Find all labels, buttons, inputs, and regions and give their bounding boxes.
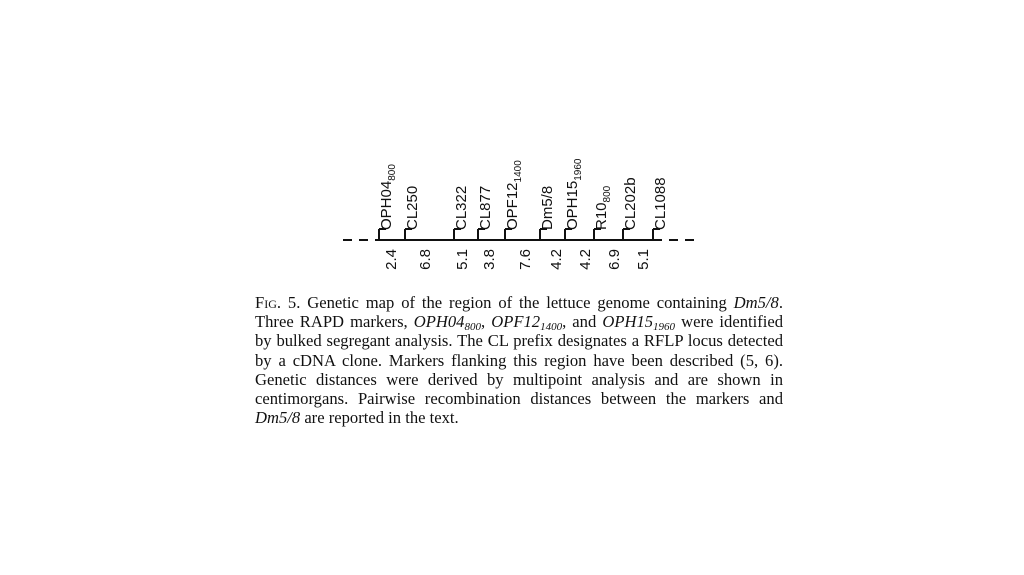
marker-label: Dm5/8 (539, 185, 556, 230)
marker-name: $OPH04_{800}$ (413, 312, 481, 334)
figure-caption (255, 293, 783, 427)
distance-label: 7.6 (517, 249, 534, 270)
caption-text: , and (562, 312, 603, 332)
marker-label: CL877 (477, 185, 494, 230)
marker-label: $R10_{800}$ (593, 185, 613, 230)
distance-label: 4.2 (577, 249, 594, 270)
caption-text: are reported in the text. (300, 408, 459, 428)
caption-text: , (480, 312, 492, 332)
marker-label: CL202b (622, 177, 639, 230)
marker-label: CL1088 (652, 177, 669, 230)
gene-name: Dm5/8 (733, 293, 779, 312)
marker-name: $OPF12_{1400}$ (491, 312, 563, 334)
marker-label: $OPH04_{800}$ (378, 164, 398, 230)
distance-label: 3.8 (481, 249, 498, 270)
figure-label: Fig. 5. (255, 293, 301, 312)
caption-text: were identified by bulked segregant analysis. The CL prefix designates a RFLP locus detected by a cDNA clone. Markers flanking this region have been described (5, 6). Genetic distances were derived by multipoint analysis and are shown in centimorgans. Pairwise recombination distances between the markers and (255, 312, 784, 409)
distance-label: 2.4 (383, 249, 400, 270)
marker-label: $OPF12_{1400}$ (504, 160, 524, 230)
distance-label: 5.1 (635, 249, 652, 270)
marker-label: CL250 (404, 185, 421, 230)
caption-text: Genetic map of the region of the lettuce genome containing (300, 293, 734, 312)
distance-label: 6.9 (606, 249, 623, 270)
marker-label: $OPH15_{1960}$ (564, 158, 584, 230)
marker-label: CL322 (453, 185, 470, 230)
gene-name: Dm5/8 (255, 408, 301, 428)
distance-label: 6.8 (417, 249, 434, 270)
marker-name: $OPH15_{1960}$ (602, 312, 676, 334)
distance-label: 4.2 (548, 249, 565, 270)
caption-text: . Three RAPD markers, (255, 293, 783, 332)
distance-label: 5.1 (454, 249, 471, 270)
